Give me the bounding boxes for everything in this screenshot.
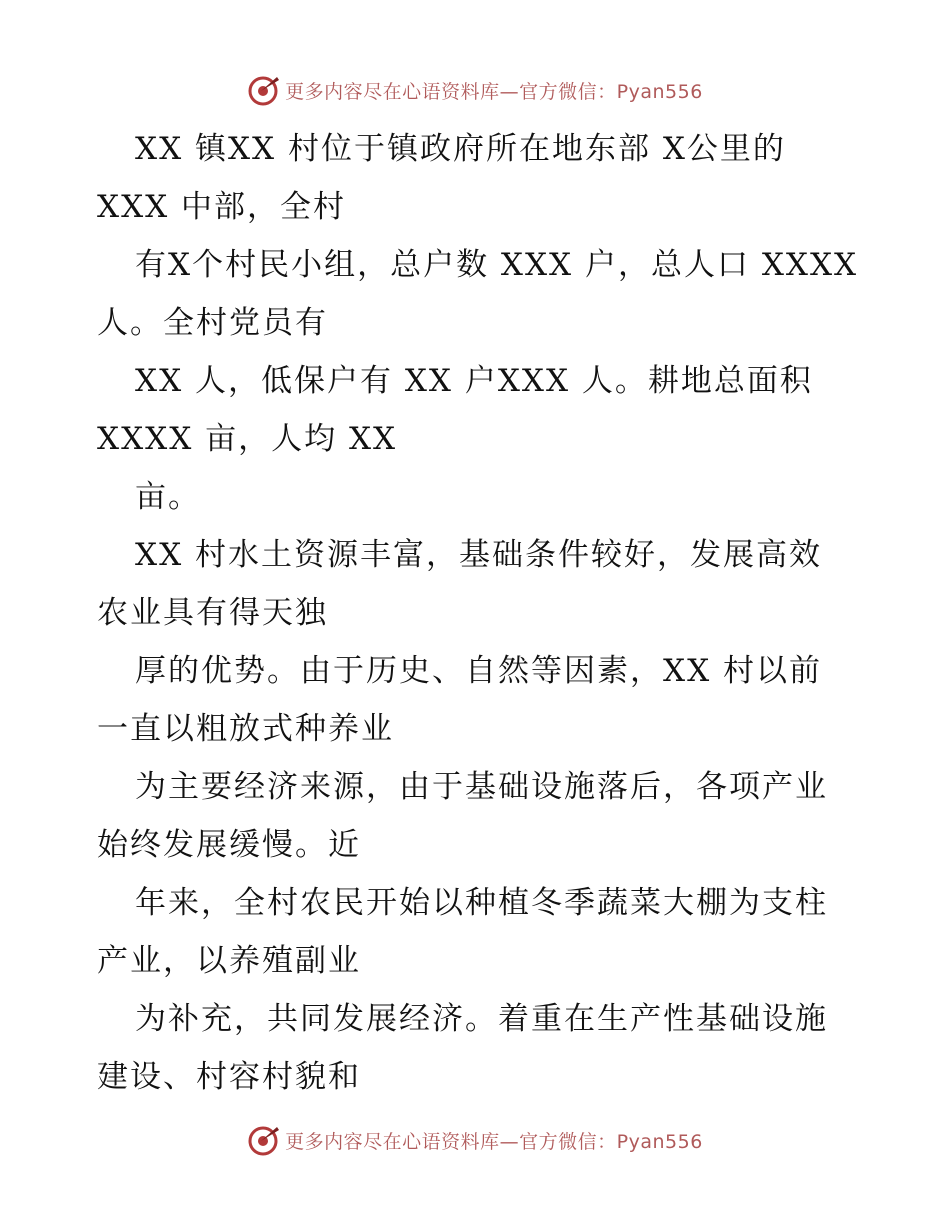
- text-line: XX 人，低保户有 XX 户XXX 人。耕地总面积: [135, 363, 813, 399]
- brand-logo-icon: [247, 1123, 281, 1157]
- text-line: 厚的优势。由于历史、自然等因素，XX 村以前: [135, 653, 822, 689]
- text-line: XX 村水土资源丰富，基础条件较好，发展高效: [135, 537, 822, 573]
- text-line: 始终发展缓慢。近: [97, 827, 361, 863]
- text-line: 为主要经济来源，由于基础设施落后，各项产业: [135, 769, 828, 805]
- brand-logo-icon: [247, 73, 281, 107]
- header-banner-text: 更多内容尽在心语资料库—官方微信：Pyan556: [285, 80, 703, 103]
- text-line: 一直以粗放式种养业: [97, 711, 394, 747]
- text-line: XXXX 亩，人均 XX: [97, 421, 398, 457]
- text-line: 亩。: [135, 479, 201, 515]
- text-line: 年来，全村农民开始以种植冬季蔬菜大棚为支柱: [135, 885, 828, 921]
- text-line: 为补充，共同发展经济。着重在生产性基础设施: [135, 1001, 828, 1037]
- text-line: XXX 中部，全村: [97, 189, 347, 225]
- text-line: 有X个村民小组，总户数 XXX 户，总人口 XXXX: [135, 247, 859, 283]
- footer-banner: [0, 1120, 950, 1160]
- footer-banner-text: 更多内容尽在心语资料库—官方微信：Pyan556: [285, 1130, 703, 1153]
- text-line: 产业，以养殖副业: [97, 943, 361, 979]
- header-banner: [0, 70, 950, 110]
- text-line: XX 镇XX 村位于镇政府所在地东部 X公里的: [135, 131, 786, 167]
- text-line: 农业具有得天独: [97, 595, 328, 631]
- text-line: 建设、村容村貌和: [97, 1059, 361, 1095]
- text-line: 人。全村党员有: [97, 305, 328, 341]
- document-body: [97, 120, 867, 1106]
